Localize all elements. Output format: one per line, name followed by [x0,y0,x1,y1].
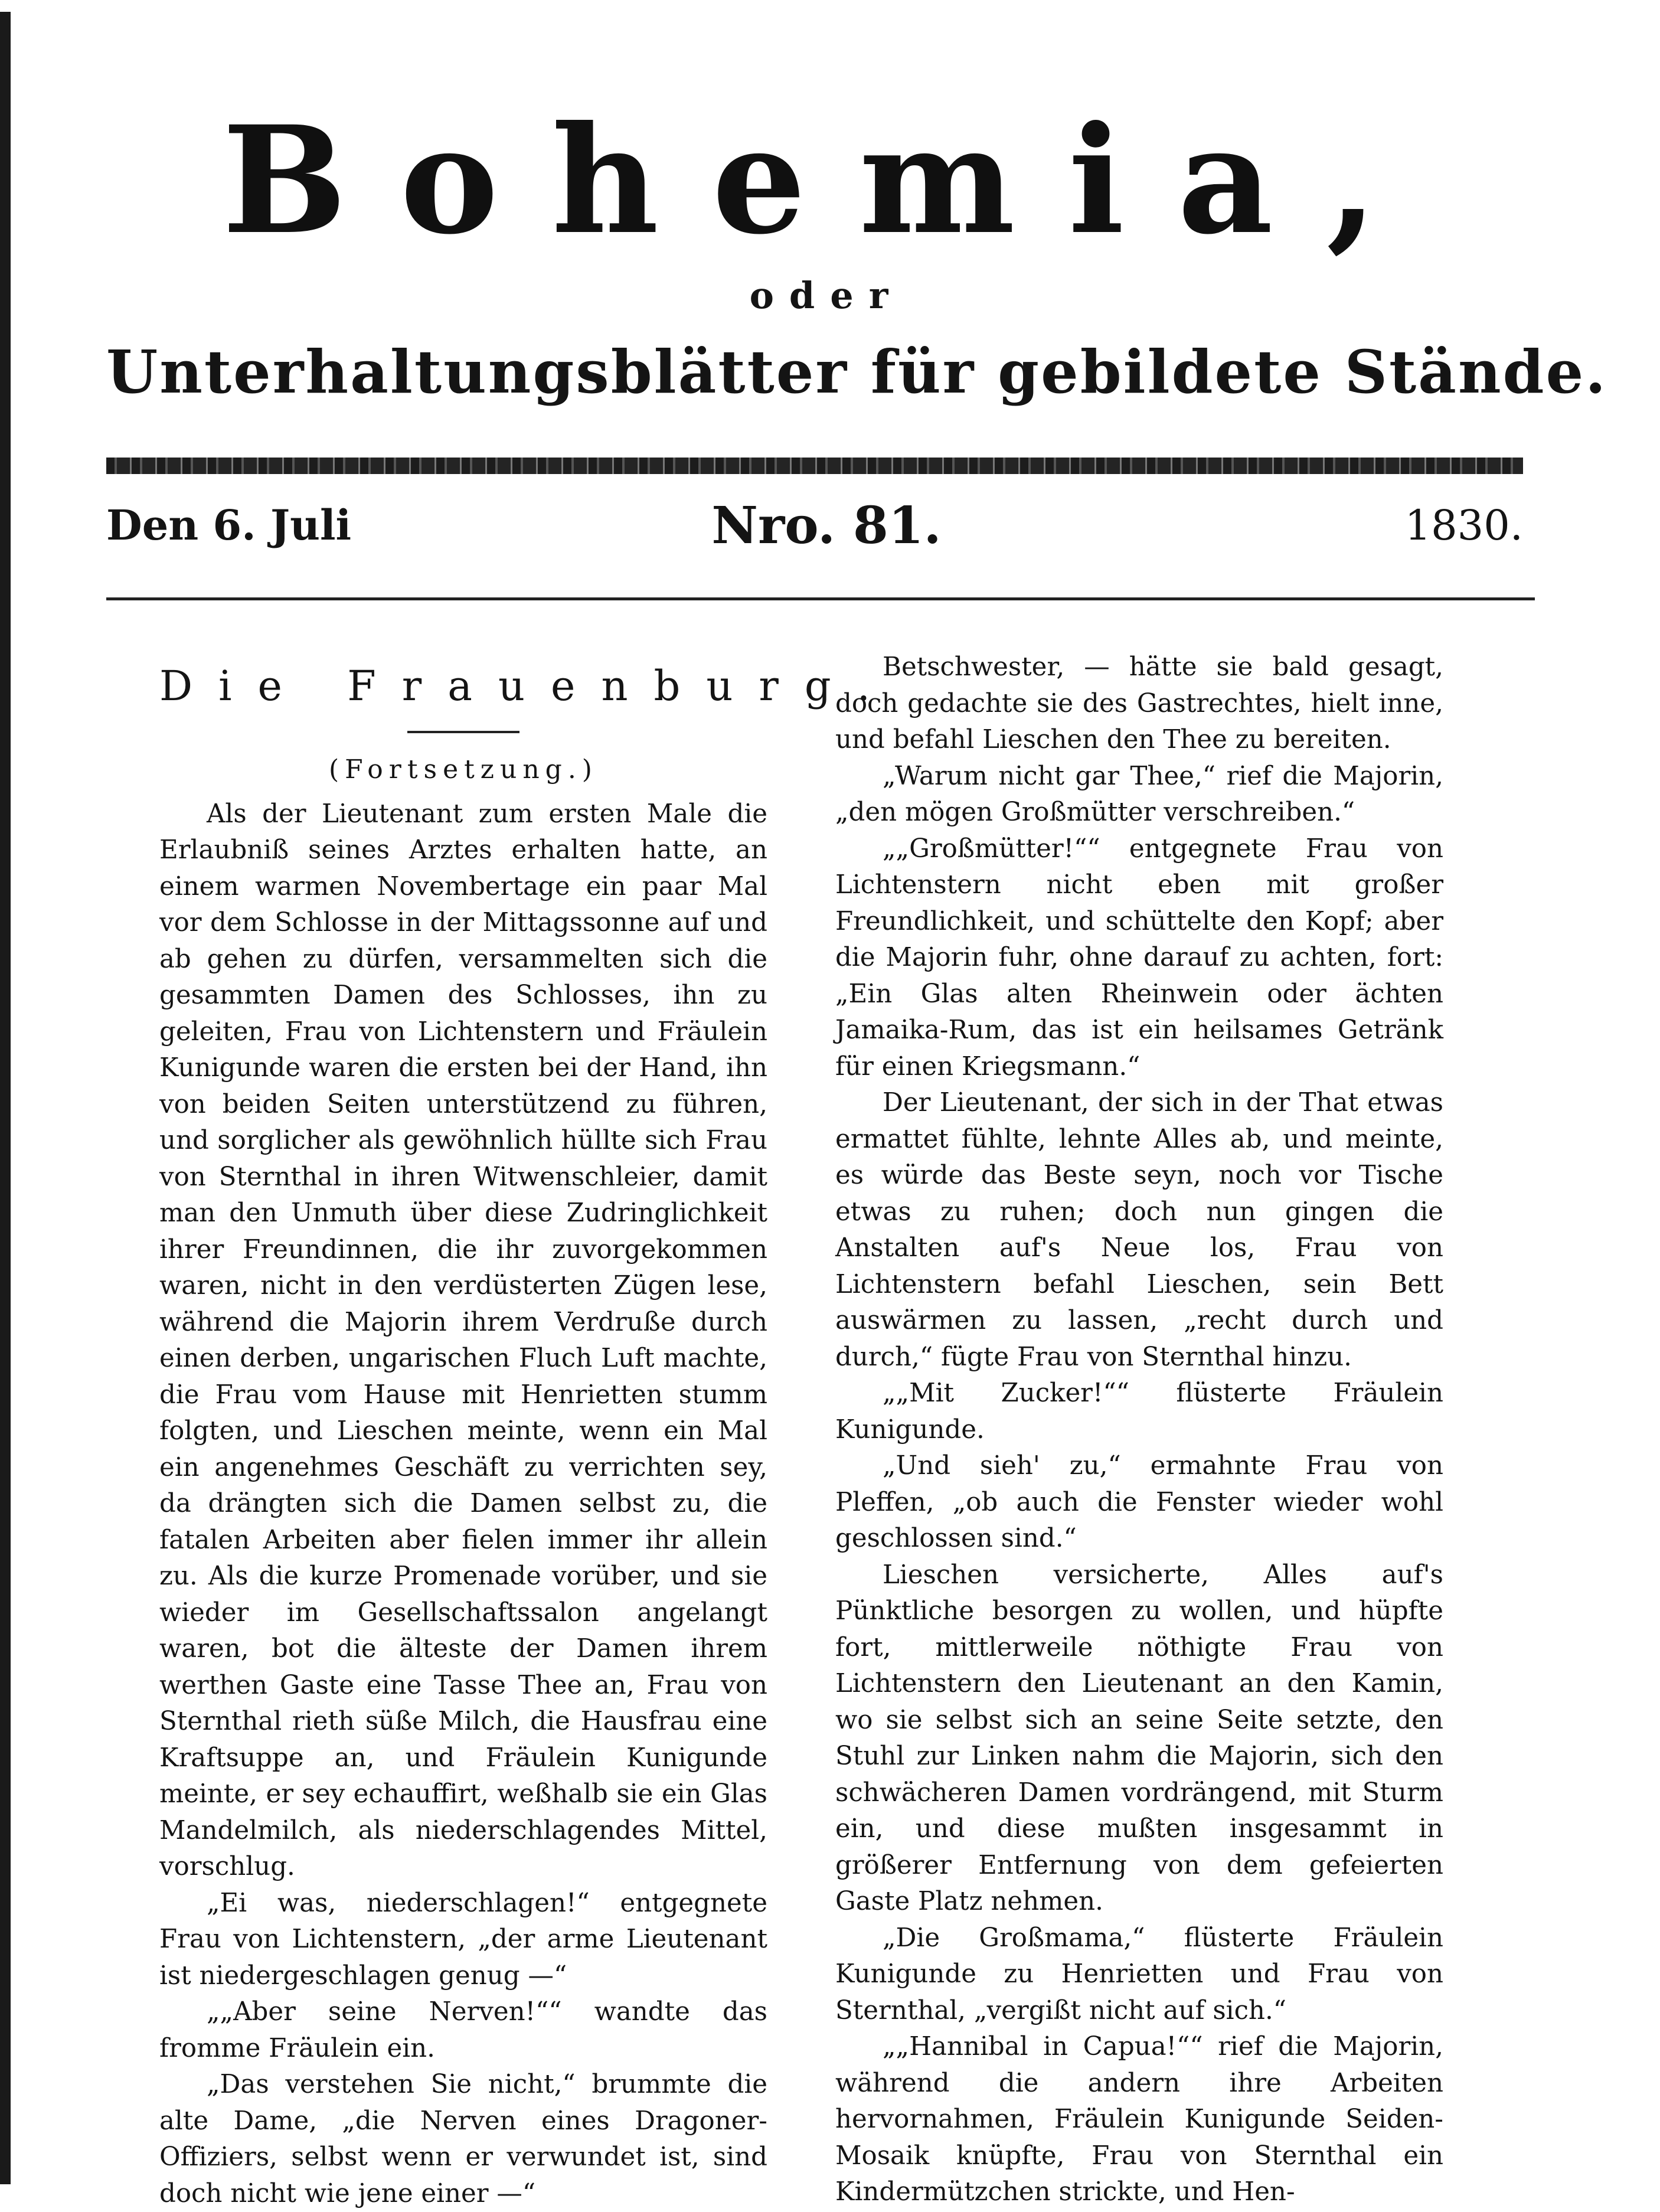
issue-year: 1830. [1404,501,1523,550]
paragraph: „„Mit Zucker!““ flüsterte Fräulein Kunigunde. [835,1378,1443,1445]
article-title: Die Frauenburg. [159,662,896,710]
issue-number: Nro. 81. [711,496,942,556]
paragraph: Betschwester, — hätte sie bald gesagt, doch gedachte sie des Gastrechtes, hielt inne, und befahl Lieschen den Thee zu bereiten. [835,652,1443,754]
masthead-subtitle: Unterhaltungsblätter für gebildete Stände. [106,337,1608,407]
masthead-oder: oder [749,274,904,317]
paragraph: „Das verstehen Sie nicht,“ brummte die alte Dame, „die Nerven eines Dragoner-Offiziers, selbst wenn er verwundet ist, sind doch nicht wie jene einer —“ [159,2070,767,2208]
masthead-title: Bohemia, [222,93,1431,267]
paragraph: „„Großmütter!““ entgegnete Frau von Lichtenstern nicht eben mit großer Freundlichkeit, und schüttelte den Kopf; aber die Majorin fuhr, ohne darauf zu achten, fort: „Ein Glas alten Rheinwein oder ächten Jamaika-Rum, das ist ein heilsames Getränk für einen Kriegsmann.“ [835,834,1443,1082]
paragraph: Als der Lieutenant zum ersten Male die Erlaubniß seines Arztes erhalten hatte, an einem warmen Novembertage ein paar Mal vor dem Schlosse in der Mittagssonne auf und ab gehen zu dürfen, versammelten sich die gesammten Damen des Schlosses, ihn zu geleiten, Frau von Lichtenstern und Fräulein Kunigunde waren die ersten bei der Hand, ihn von beiden Seiten unterstützend zu führen, und sorglicher als gewöhnlich hüllte sich Frau von Sternthal in ihren Witwenschleier, damit man den Unmuth über diese Zudringlichkeit ihrer Freundinnen, die ihr zuvorgekommen waren, nicht in den verdüsterten Zügen lese, während die Majorin ihrem Verdruße durch einen derben, ungarischen Fluch Luft machte, die Frau vom Hause mit Henrietten stumm folgten, und Lieschen meinte, wenn ein Mal ein angenehmes Geschäft zu verrichten sey, da drängten sich die Damen selbst zu, die fatalen Arbeiten aber fielen immer ihr allein zu. Als die kurze Promenade vorüber, und sie wieder im Gesellschaftssalon angelangt waren, bot die älteste der Damen ihrem werthen Gaste eine Tasse Thee an, Frau von Sternthal rieth süße Milch, die Hausfrau eine Kraftsuppe an, und Fräulein Kunigunde meinte, er sey echauffirt, weßhalb sie ein Glas Mandelmilch, als niederschlagendes Mittel, vorschlug. [159,799,767,1882]
left-column [159,649,896,2208]
dateline-rule [106,597,1535,600]
paragraph: „Ei was, niederschlagen!“ entgegnete Frau von Lichtenstern, „der arme Lieutenant ist niedergeschlagen genug —“ [159,1888,767,1991]
issue-date: Den 6. Juli [106,501,352,550]
right-column [835,649,1443,2207]
paragraph: „Warum nicht gar Thee,“ rief die Majorin, „den mögen Großmütter verschreiben.“ [835,761,1443,827]
paragraph: Der Lieutenant, der sich in der That etwas ermattet fühlte, lehnte Alles ab, und meinte, es würde das Beste seyn, noch vor Tische etwas zu ruhen; doch nun gingen die Anstalten auf's Neue los, Frau von Lichtenstern befahl Lieschen, sein Bett auswärmen zu lassen, „recht durch und durch,“ fügte Frau von Sternthal hinzu. [835,1088,1443,1372]
paragraph: „Und sieh' zu,“ ermahnte Frau von Pleffen, „ob auch die Fenster wieder wohl geschlossen sind.“ [835,1451,1443,1553]
paragraph: „„Aber seine Nerven!““ wandte das fromme Fräulein ein. [159,1997,767,2063]
masthead-rule [106,458,1523,474]
paragraph: Lieschen versicherte, Alles auf's Pünktliche besorgen zu wollen, und hüpfte fort, mittlerweile nöthigte Frau von Lichtenstern den Lieutenant an den Kamin, wo sie selbst sich an seine Seite setzte, den Stuhl zur Linken nahm die Majorin, sich den schwächeren Damen vordrängend, mit Sturm ein, und diese mußten insgesammt in größerer Entfernung von dem gefeierten Gaste Platz nehmen. [835,1560,1443,1916]
paragraph: „Die Großmama,“ flüsterte Fräulein Kunigunde zu Henrietten und Frau von Sternthal, „vergißt nicht auf sich.“ [835,1923,1443,2025]
page-edge [0,12,11,2184]
title-rule [407,731,519,733]
paragraph: „„Hannibal in Capua!““ rief die Majorin, während die andern ihre Arbeiten hervornahmen, Fräulein Kunigunde Seiden-Mosaik knüpfte, Frau von Sternthal ein Kindermützchen strickte, und Hen- [835,2032,1443,2207]
continuation-note: (Fortsetzung.) [329,754,598,785]
